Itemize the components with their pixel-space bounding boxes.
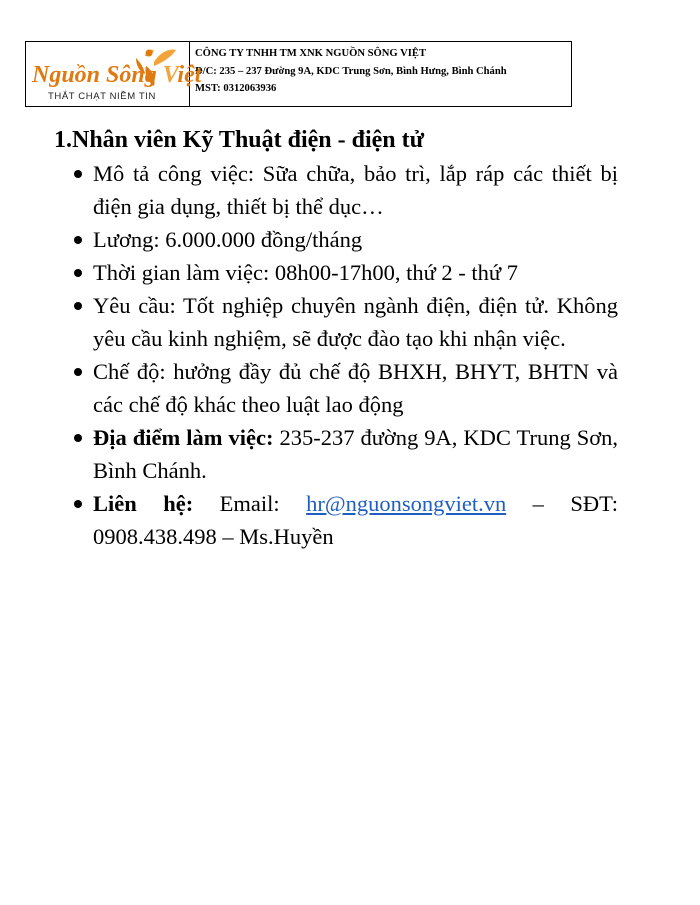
bullet-icon	[74, 269, 82, 277]
email-prefix: Email:	[219, 491, 280, 516]
list-item-text: Mô tả công việc: Sữa chữa, bảo trì, lắp ráp các thiết bị điện gia dụng, thiết bị thể dục…	[93, 161, 618, 219]
list-item-description	[74, 157, 618, 223]
bullet-icon	[74, 302, 82, 310]
email-link[interactable]: hr@nguonsongviet.vn	[306, 491, 507, 516]
location-label: Địa điểm làm việc:	[93, 425, 274, 450]
bullet-icon	[74, 500, 82, 508]
location-value: 235-237 đường 9A, KDC Trung Sơn, Bình Chánh.	[93, 425, 618, 483]
list-item-working-hours	[74, 256, 618, 289]
list-item-text: Yêu cầu: Tốt nghiệp chuyên ngành điện, điện tử. Không yêu cầu kinh nghiệm, sẽ được đào tạo khi nhận việc.	[93, 293, 618, 351]
list-item-contact	[74, 487, 618, 553]
job-title: 1.Nhân viên Kỹ Thuật điện - điện tử	[54, 127, 425, 153]
phone-text: – SĐT: 0908.438.498 – Ms.Huyền	[93, 491, 618, 549]
logo-brand-text: Nguồn Sông Việt	[32, 62, 202, 88]
company-info	[190, 42, 571, 106]
contact-label: Liên hệ:	[93, 491, 194, 516]
company-address: Đ/C: 235 – 237 Đường 9A, KDC Trung Sơn, Bình Hưng, Bình Chánh	[195, 65, 507, 77]
bullet-icon	[74, 236, 82, 244]
list-item-text: Chế độ: hưởng đầy đủ chế độ BHXH, BHYT, BHTN và các chế độ khác theo luật lao động	[93, 359, 618, 417]
list-item-text: Thời gian làm việc: 08h00-17h00, thứ 2 - thứ 7	[93, 260, 518, 285]
list-item-salary	[74, 223, 618, 256]
list-item-benefits	[74, 355, 618, 421]
bullet-icon	[74, 434, 82, 442]
bullet-icon	[74, 170, 82, 178]
logo-slogan: THẮT CHẠT NIỀM TIN	[48, 91, 156, 102]
company-tax-code: MST: 0312063936	[195, 83, 277, 94]
company-name: CÔNG TY TNHH TM XNK NGUỒN SÔNG VIỆT	[195, 48, 427, 59]
company-logo	[26, 42, 202, 106]
logo-graphic	[26, 42, 202, 108]
company-header	[25, 41, 572, 107]
list-item-location	[74, 421, 618, 487]
bullet-icon	[74, 368, 82, 376]
list-item-text: Lương: 6.000.000 đồng/tháng	[93, 227, 363, 252]
list-item-requirements	[74, 289, 618, 355]
job-details-list	[74, 157, 618, 553]
